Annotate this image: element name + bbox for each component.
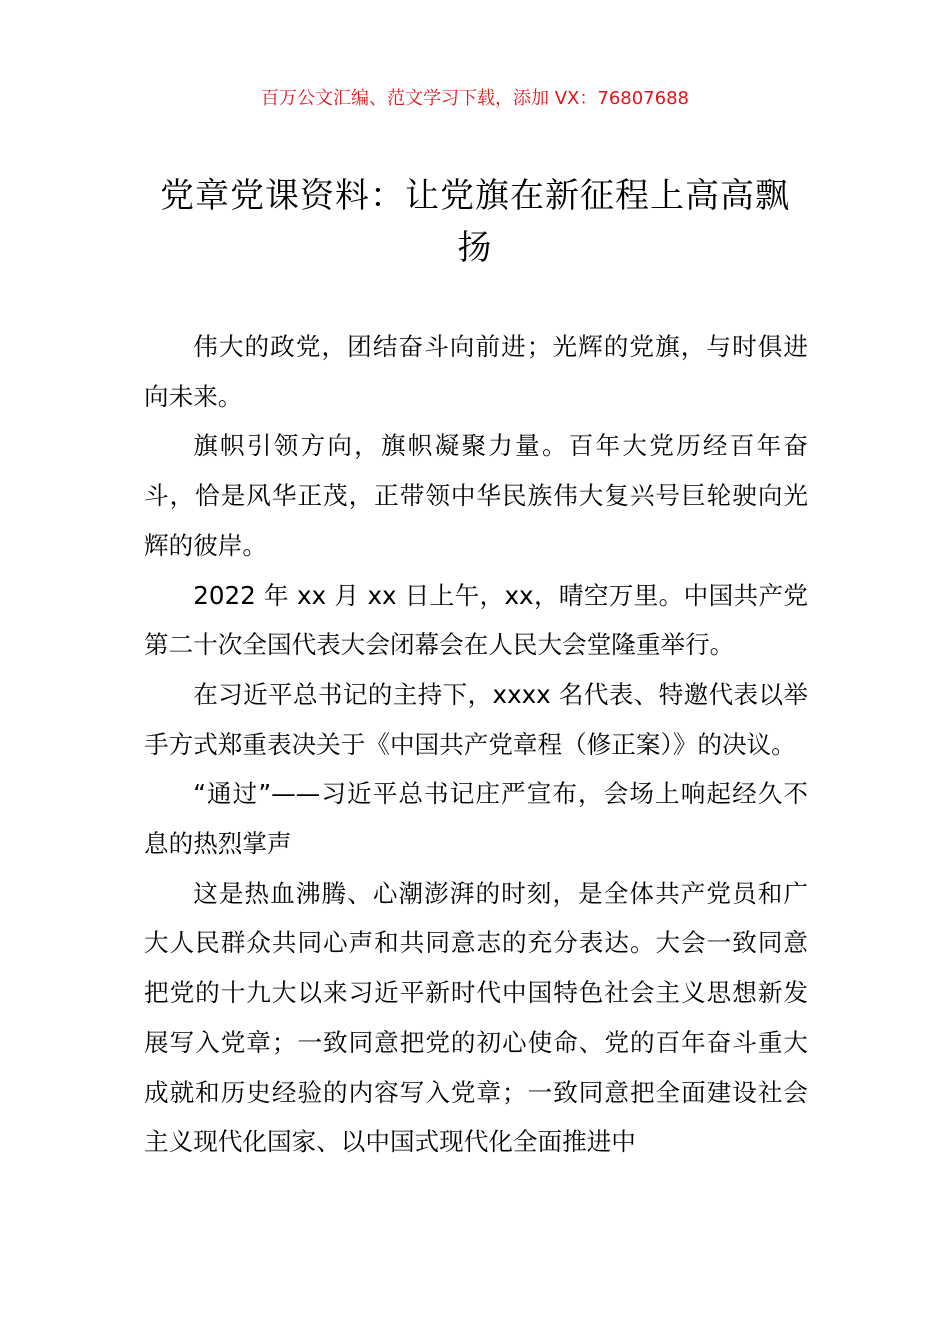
paragraph: 伟大的政党，团结奋斗向前进；光辉的党旗，与时俱进向未来。 <box>144 332 808 411</box>
document-body <box>144 322 808 1167</box>
document-title <box>150 170 800 274</box>
title-line-1: 党章党课资料：让党旗在新征程上高高飘 <box>160 176 790 216</box>
paragraph: 2022 年 xx 月 xx 日上午，xx，晴空万里。中国共产党第二十次全国代表大会闭幕会在人民大会堂隆重举行。 <box>144 580 808 660</box>
paragraph: 这是热血沸腾、心潮澎湃的时刻，是全体共产党员和广大人民群众共同心声和共同意志的充分表达。大会一致同意把党的十九大以来习近平新时代中国特色社会主义思想新发展写入党章；一致同意把党的初心使命、党的百年奋斗重大成就和历史经验的内容写入党章；一致同意把全面建设社会主义现代化国家、以中国式现代化全面推进中 <box>144 878 808 1157</box>
paragraph: 在习近平总书记的主持下，xxxx 名代表、特邀代表以举手方式郑重表决关于《中国共产党章程（修正案）》的决议。 <box>144 679 808 759</box>
title-line-2: 扬 <box>457 228 493 268</box>
header-watermark-note: 百万公文汇编、范文学习下载，添加 VX：76807688 <box>261 88 689 109</box>
paragraph: 旗帜引领方向，旗帜凝聚力量。百年大党历经百年奋斗，恰是风华正茂，正带领中华民族伟大复兴号巨轮驶向光辉的彼岸。 <box>144 431 808 560</box>
paragraph: “通过”——习近平总书记庄严宣布，会场上响起经久不息的热烈掌声 <box>144 779 808 859</box>
